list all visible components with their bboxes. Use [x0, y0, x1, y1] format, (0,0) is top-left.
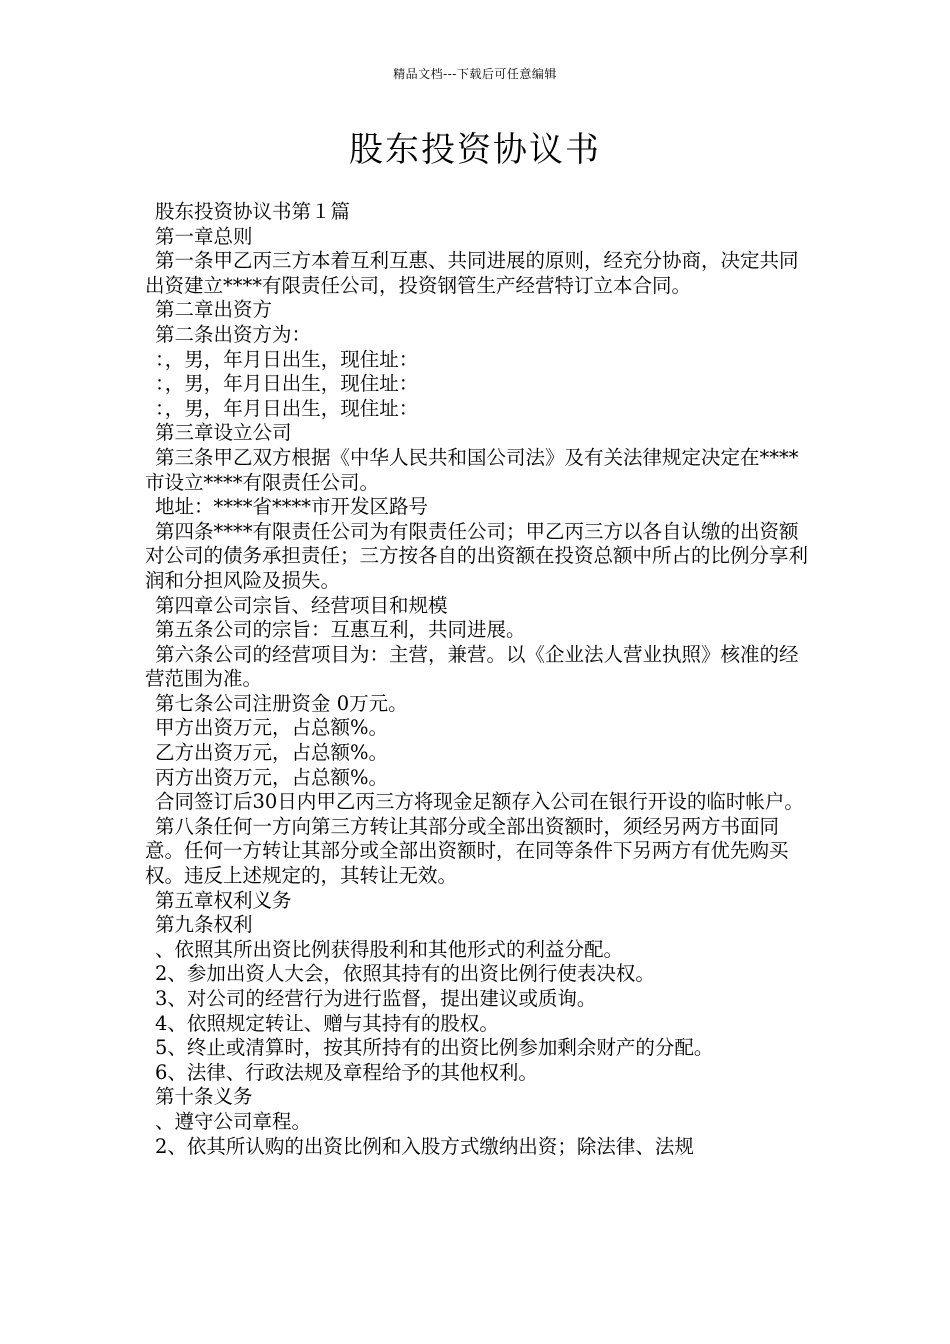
paragraph-article-8: 第八条任何一方向第三方转让其部分或全部出资额时，须经另两方书面同意。任何一方转让其部分或全部出资额时，在同等条件下另两方有优先购买权。违反上述规定的，其转让无效。 — [145, 814, 789, 888]
paragraph-duty-1: 、遵守公司章程。 — [155, 1109, 312, 1133]
paragraph-party-c-capital: 丙方出资万元，占总额%。 — [155, 765, 389, 789]
paragraph-investor-2: ：，男，年月日出生，现住址： — [155, 372, 419, 396]
paragraph-party-a-capital: 甲方出资万元，占总额%。 — [155, 716, 389, 740]
paragraph-article-1: 第一条甲乙丙三方本着互利互惠、共同进展的原则，经充分协商，决定共同出资建立****有限责任公司，投资钢管生产经营特订立本合同。 — [145, 249, 799, 297]
paragraph-chapter-1-heading: 第一章总则 — [155, 224, 253, 248]
paragraph-article-10-heading: 第十条义务 — [155, 1085, 253, 1109]
document-body — [145, 200, 810, 1159]
paragraph-deposit-clause: 合同签订后30日内甲乙丙三方将现金足额存入公司在银行开设的临时帐户。 — [155, 790, 804, 814]
paragraph-chapter-4-heading: 第四章公司宗旨、经营项目和规模 — [155, 593, 448, 617]
paragraph-address: 地址：****省****市开发区路号 — [155, 495, 429, 519]
paragraph-article-9-heading: 第九条权利 — [155, 913, 253, 937]
paragraph-duty-2: 2、依其所认购的出资比例和入股方式缴纳出资；除法律、法规 — [155, 1134, 694, 1158]
paragraph-right-4: 4、依照规定转让、赠与其持有的股权。 — [155, 1011, 499, 1035]
paragraph-article-5: 第五条公司的宗旨：互惠互利，共同进展。 — [155, 618, 526, 642]
paragraph-party-b-capital: 乙方出资万元，占总额%。 — [155, 741, 389, 765]
paragraph-investor-1: ：，男，年月日出生，现住址： — [155, 347, 419, 371]
paragraph-chapter-2-heading: 第二章出资方 — [155, 298, 273, 322]
document-title: 股东投资协议书 — [349, 130, 601, 170]
paragraph-right-6: 6、法律、行政法规及章程给予的其他权利。 — [155, 1060, 538, 1084]
paragraph-investor-3: ：，男，年月日出生，现住址： — [155, 396, 419, 420]
paragraph-right-2: 2、参加出资人大会，依照其持有的出资比例行使表决权。 — [155, 962, 655, 986]
paragraph-right-1: 、依照其所出资比例获得股利和其他形式的利益分配。 — [155, 937, 624, 961]
paragraph-article-7: 第七条公司注册资金 0万元。 — [155, 691, 408, 715]
paragraph-chapter-5-heading: 第五章权利义务 — [155, 888, 292, 912]
paragraph-article-6: 第六条公司的经营项目为：主营，兼营。以《企业法人营业执照》核准的经营范围为准。 — [145, 642, 799, 691]
paragraph-chapter-3-heading: 第三章设立公司 — [155, 421, 292, 445]
paragraph-right-5: 5、终止或清算时，按其所持有的出资比例参加剩余财产的分配。 — [155, 1036, 714, 1060]
paragraph-section-heading: 股东投资协议书第１篇 — [155, 200, 351, 223]
paragraph-article-4: 第四条****有限责任公司为有限责任公司；甲乙丙三方以各自认缴的出资额对公司的债务承担责任；三方按各自的出资额在投资总额中所占的比例分享利润和分担风险及损失。 — [145, 519, 809, 592]
paragraph-article-2: 第二条出资方为： — [155, 322, 312, 346]
paragraph-right-3: 3、对公司的经营行为进行监督，提出建议或质询。 — [155, 987, 597, 1010]
paragraph-article-3: 第三条甲乙双方根据《中华人民共和国公司法》及有关法律规定决定在****市设立****有限责任公司。 — [145, 445, 799, 494]
page-header: 精品文档---下载后可任意编辑 — [393, 67, 557, 81]
